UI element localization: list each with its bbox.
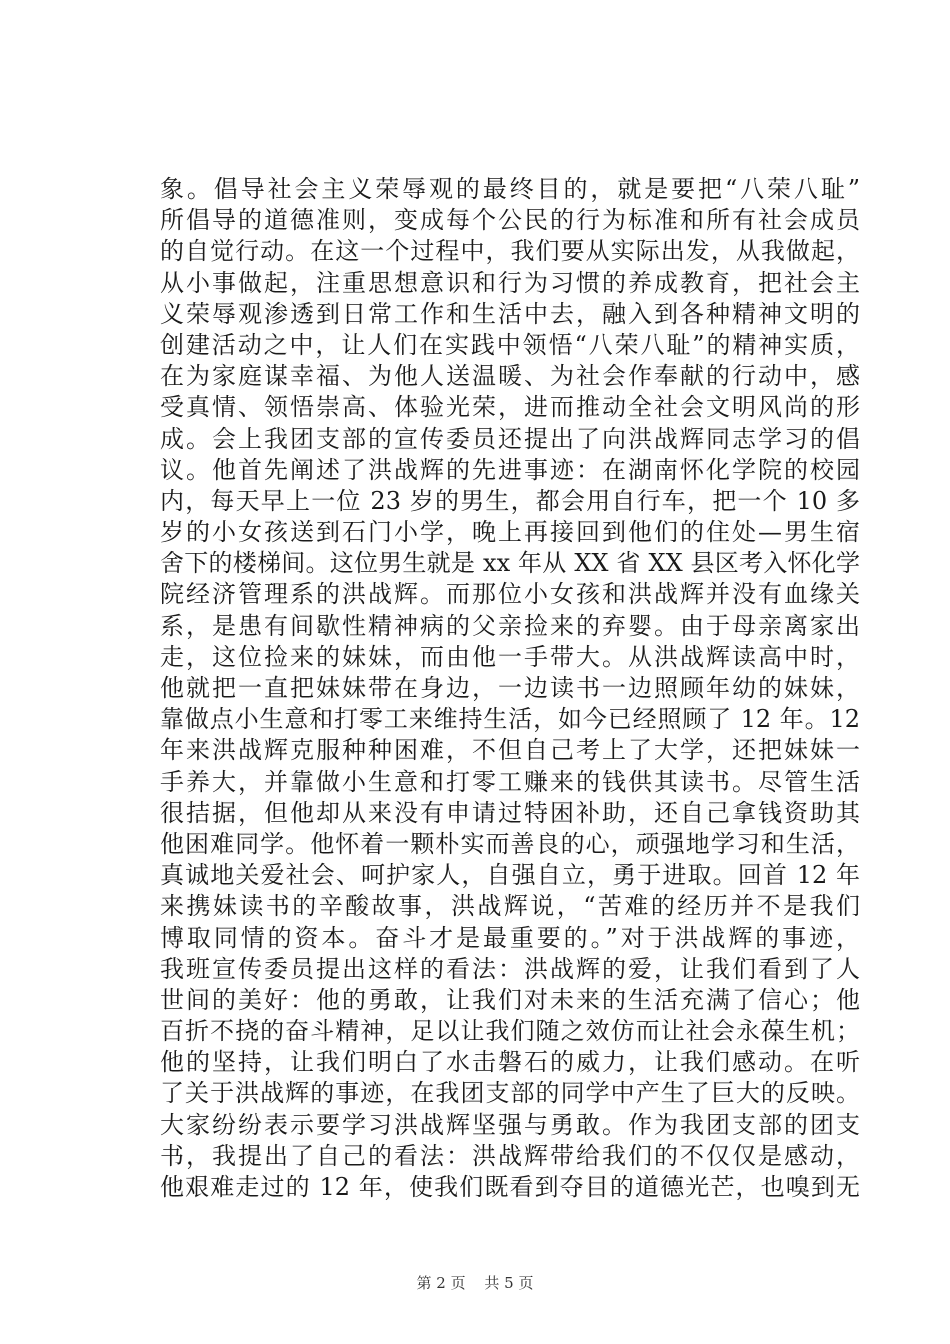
text-line: 在为家庭谋幸福、为他人送温暖、为社会作奉献的行动中，感 [160,362,860,391]
text-line: 了关于洪战辉的事迹，在我团支部的同学中产生了巨大的反映。 [160,1079,860,1108]
text-line: 他就把一直把妹妹带在身边，一边读书一边照顾年幼的妹妹， [160,674,860,702]
text-line: 大家纷纷表示要学习洪战辉坚强与勇敢。作为我团支部的团支 [160,1110,860,1139]
page-footer [0,1272,950,1293]
text-line: 内，每天早上一位 23 岁的男生，都会用自行车，把一个 10 多 [160,486,860,515]
text-line: 靠做点小生意和打零工来维持生活，如今已经照顾了 12 年。12 [160,705,860,734]
text-line: 博取同情的资本。奋斗才是最重要的。”对于洪战辉的事迹， [160,923,860,952]
text-line: 来携妹读书的辛酸故事，洪战辉说，“苦难的经历并不是我们 [160,892,860,921]
text-line: 的自觉行动。在这一个过程中，我们要从实际出发，从我做起， [160,237,860,266]
text-line: 他的坚持，让我们明白了水击磐石的威力，让我们感动。在听 [160,1048,860,1077]
text-line: 义荣辱观渗透到日常工作和生活中去，融入到各种精神文明的 [160,299,860,328]
text-line: 成。会上我团支部的宣传委员还提出了向洪战辉同志学习的倡 [160,424,860,453]
text-line: 百折不挠的奋斗精神，足以让我们随之效仿而让社会永葆生机； [160,1017,860,1046]
text-line: 院经济管理系的洪战辉。而那位小女孩和洪战辉并没有血缘关 [160,580,860,609]
text-line: 我班宣传委员提出这样的看法：洪战辉的爱，让我们看到了人 [160,954,860,983]
text-line: 世间的美好：他的勇敢，让我们对未来的生活充满了信心；他 [160,985,860,1014]
text-line: 年来洪战辉克服种种困难，不但自己考上了大学，还把妹妹一 [160,736,860,765]
text-line: 书，我提出了自己的看法：洪战辉带给我们的不仅仅是感动， [160,1141,860,1170]
text-line: 从小事做起，注重思想意识和行为习惯的养成教育，把社会主 [160,268,860,297]
text-line: 议。他首先阐述了洪战辉的先进事迹：在湖南怀化学院的校园 [160,455,860,484]
text-line: 真诚地关爱社会、呵护家人，自强自立，勇于进取。回首 12 年 [160,861,860,890]
text-line: 他艰难走过的 12 年，使我们既看到夺目的道德光芒，也嗅到无 [160,1173,860,1201]
text-line: 创建活动之中，让人们在实践中领悟“八荣八耻”的精神实质， [160,330,860,359]
text-line: 舍下的楼梯间。这位男生就是 xx 年从 XX 省 XX 县区考入怀化学 [160,549,860,578]
text-line: 受真情、领悟崇高、体验光荣，进而推动全社会文明风尚的形 [160,393,860,422]
text-line: 手养大，并靠做小生意和打零工赚来的钱供其读书。尽管生活 [160,767,860,796]
body-text [160,174,860,1203]
text-line: 系，是患有间歇性精神病的父亲捡来的弃婴。由于母亲离家出 [160,611,860,640]
text-line: 所倡导的道德准则，变成每个公民的行为标准和所有社会成员 [160,206,860,235]
page-number-total: 共 5 页 [484,1274,534,1292]
text-line: 岁的小女孩送到石门小学，晚上再接回到他们的住处—男生宿 [160,518,860,547]
text-line: 象。倡导社会主义荣辱观的最终目的，就是要把“八荣八耻” [160,175,860,203]
page-number-current: 第 2 页 [416,1274,466,1292]
text-line: 很拮据，但他却从来没有申请过特困补助，还自己拿钱资助其 [160,798,860,827]
text-line: 走，这位捡来的妹妹，而由他一手带大。从洪战辉读高中时， [160,642,860,671]
text-line: 他困难同学。他怀着一颗朴实而善良的心，顽强地学习和生活， [160,829,860,858]
